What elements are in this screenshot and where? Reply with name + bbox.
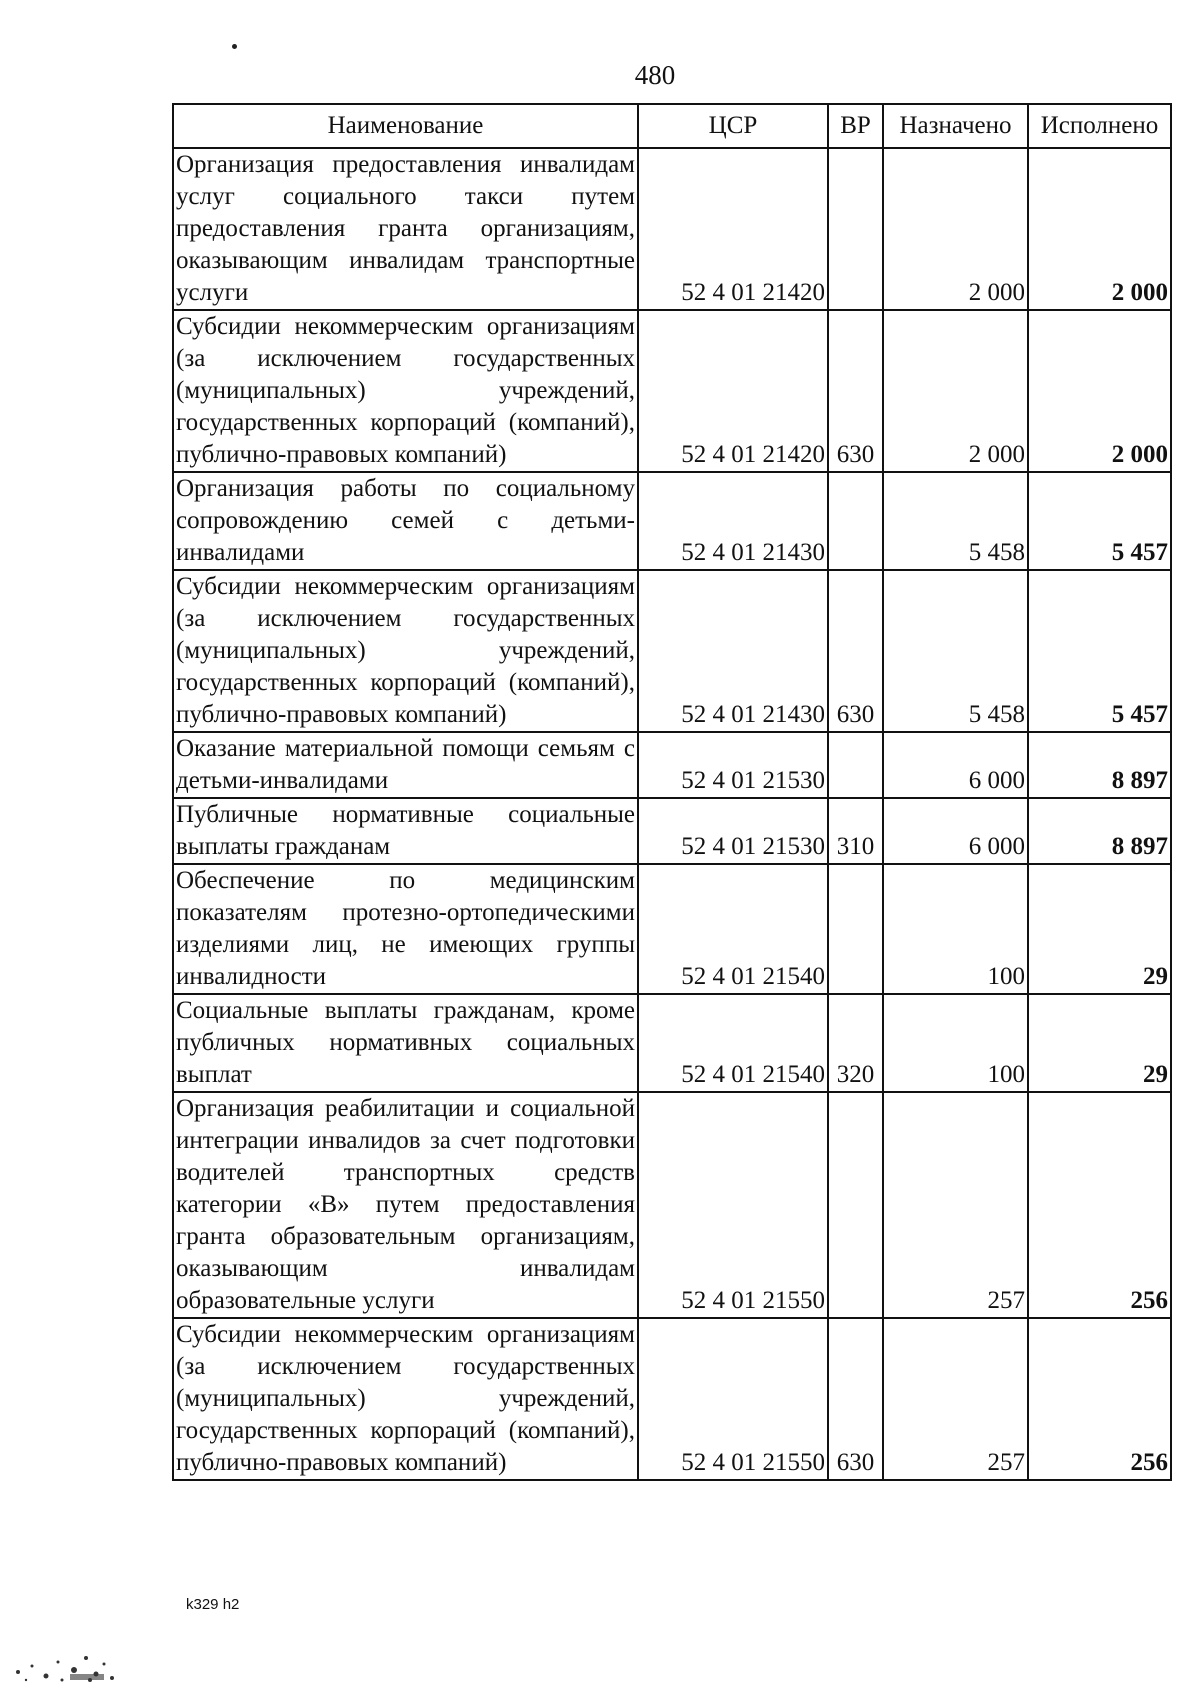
row-executed: 2 000: [1028, 148, 1171, 310]
table-row: [173, 994, 1171, 1092]
row-assigned: 257: [883, 1092, 1028, 1318]
table-row: [173, 1092, 1171, 1318]
row-vr: [828, 864, 883, 994]
row-code: 52 4 01 21540: [638, 994, 828, 1092]
row-code: 52 4 01 21540: [638, 864, 828, 994]
header-code: ЦСР: [638, 104, 828, 148]
row-assigned: 100: [883, 864, 1028, 994]
table-row: [173, 732, 1171, 798]
budget-table: [172, 103, 1172, 1481]
scan-noise-artifact: [0, 1618, 150, 1684]
row-assigned: 6 000: [883, 798, 1028, 864]
page-number: 480: [634, 60, 676, 90]
table-row: [173, 1318, 1171, 1480]
row-name: Субсидии некоммерческим организациям (за исключением государственных (муниципальных) учреждений, государственных корпораций (компаний), публично-правовых компаний): [173, 310, 638, 472]
row-vr: 630: [828, 1318, 883, 1480]
row-vr: [828, 732, 883, 798]
row-name: Публичные нормативные социальные выплаты гражданам: [173, 798, 638, 864]
row-assigned: 2 000: [883, 310, 1028, 472]
row-executed: 29: [1028, 994, 1171, 1092]
table-row: [173, 570, 1171, 732]
table-header-row: [173, 104, 1171, 148]
row-name: Социальные выплаты гражданам, кроме публичных нормативных социальных выплат: [173, 994, 638, 1092]
row-assigned: 100: [883, 994, 1028, 1092]
table-body: [173, 148, 1171, 1480]
row-name: Оказание материальной помощи семьям с детьми-инвалидами: [173, 732, 638, 798]
row-executed: 256: [1028, 1318, 1171, 1480]
header-vr: ВР: [828, 104, 883, 148]
row-executed: 8 897: [1028, 732, 1171, 798]
row-code: 52 4 01 21530: [638, 798, 828, 864]
table-row: [173, 864, 1171, 994]
row-vr: 320: [828, 994, 883, 1092]
row-name: Организация предоставления инвалидам услуг социального такси путем предоставления гранта организациям, оказывающим инвалидам транспортные услуги: [173, 148, 638, 310]
row-code: 52 4 01 21550: [638, 1092, 828, 1318]
row-vr: [828, 1092, 883, 1318]
row-vr: 630: [828, 570, 883, 732]
row-executed: 29: [1028, 864, 1171, 994]
row-name: Субсидии некоммерческим организациям (за исключением государственных (муниципальных) учреждений, государственных корпораций (компаний), публично-правовых компаний): [173, 570, 638, 732]
row-name: Организация работы по социальному сопровождению семей с детьми-инвалидами: [173, 472, 638, 570]
row-assigned: 2 000: [883, 148, 1028, 310]
row-code: 52 4 01 21430: [638, 472, 828, 570]
scan-artifact-dot: [232, 44, 237, 49]
row-executed: 2 000: [1028, 310, 1171, 472]
row-assigned: 5 458: [883, 472, 1028, 570]
row-vr: [828, 148, 883, 310]
table-row: [173, 798, 1171, 864]
row-assigned: 6 000: [883, 732, 1028, 798]
row-executed: 5 457: [1028, 570, 1171, 732]
row-code: 52 4 01 21420: [638, 148, 828, 310]
row-executed: 8 897: [1028, 798, 1171, 864]
row-name: Субсидии некоммерческим организациям (за исключением государственных (муниципальных) учреждений, государственных корпораций (компаний), публично-правовых компаний): [173, 1318, 638, 1480]
row-executed: 256: [1028, 1092, 1171, 1318]
header-name: Наименование: [173, 104, 638, 148]
row-code: 52 4 01 21420: [638, 310, 828, 472]
row-code: 52 4 01 21550: [638, 1318, 828, 1480]
header-assigned: Назначено: [883, 104, 1028, 148]
row-vr: 310: [828, 798, 883, 864]
row-executed: 5 457: [1028, 472, 1171, 570]
row-code: 52 4 01 21530: [638, 732, 828, 798]
table-row: [173, 148, 1171, 310]
footer-code: k329 h2: [186, 1596, 240, 1613]
table-row: [173, 310, 1171, 472]
table-row: [173, 472, 1171, 570]
row-code: 52 4 01 21430: [638, 570, 828, 732]
row-vr: 630: [828, 310, 883, 472]
row-assigned: 5 458: [883, 570, 1028, 732]
row-name: Организация реабилитации и социальной интеграции инвалидов за счет подготовки водителей транспортных средств категории «В» путем предоставления гранта образовательным организациям, оказывающим инвалидам образовательные услуги: [173, 1092, 638, 1318]
row-vr: [828, 472, 883, 570]
row-name: Обеспечение по медицинским показателям протезно-ортопедическими изделиями лиц, не имеющих группы инвалидности: [173, 864, 638, 994]
header-executed: Исполнено: [1028, 104, 1171, 148]
row-assigned: 257: [883, 1318, 1028, 1480]
